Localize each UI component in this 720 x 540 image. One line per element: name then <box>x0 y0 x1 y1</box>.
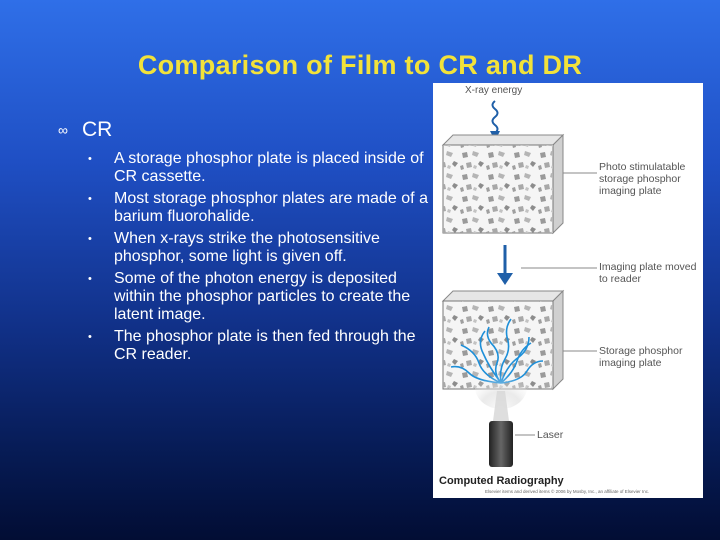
slide-title: Comparison of Film to CR and DR <box>137 50 583 80</box>
laser-device-icon <box>489 421 513 467</box>
cr-diagram-graphic <box>433 83 703 498</box>
plate-label: Photo stimulatable storage phosphor imaging plate <box>599 161 686 197</box>
bullet-item <box>88 328 428 364</box>
bullet-text: The phosphor plate is then fed through the CR reader. <box>114 328 416 363</box>
xray-energy-label: X-ray energy <box>465 85 523 96</box>
moved-label: Imaging plate moved to reader <box>599 261 697 285</box>
bullet-item <box>88 190 428 226</box>
bullet-item <box>88 230 428 266</box>
laser-label: Laser <box>537 429 564 441</box>
bullet-text: A storage phosphor plate is placed inside of CR cassette. <box>114 150 424 185</box>
bullet-dot-icon: • <box>88 193 92 205</box>
bullet-list <box>58 150 428 364</box>
xray-wave-icon <box>493 101 498 133</box>
figure-credit: Elsevier items and derived items © 2006 by Mosby, Inc., an affiliate of Elsevier Inc. <box>485 489 650 494</box>
section-label: CR <box>82 118 113 141</box>
content-section <box>58 118 428 368</box>
bullet-glyph-icon: ∞ <box>58 122 68 138</box>
bullet-text: Some of the photon energy is deposited within the phosphor particles to create the latent image. <box>114 270 411 323</box>
bullet-item <box>88 150 428 186</box>
bullet-text: When x-rays strike the photosensitive phosphor, some light is given off. <box>114 230 380 265</box>
figure-caption: Computed Radiography <box>439 475 564 487</box>
bullet-dot-icon: • <box>88 331 92 343</box>
bullet-dot-icon: • <box>88 233 92 245</box>
section-heading <box>58 118 428 142</box>
phosphor-plate-top <box>443 135 563 233</box>
storage-label: Storage phosphor imaging plate <box>599 345 683 369</box>
cr-diagram-figure <box>433 83 703 498</box>
bullet-dot-icon: • <box>88 273 92 285</box>
bullet-item <box>88 270 428 324</box>
bullet-dot-icon: • <box>88 153 92 165</box>
bullet-text: Most storage phosphor plates are made of a barium fluorohalide. <box>114 190 428 225</box>
